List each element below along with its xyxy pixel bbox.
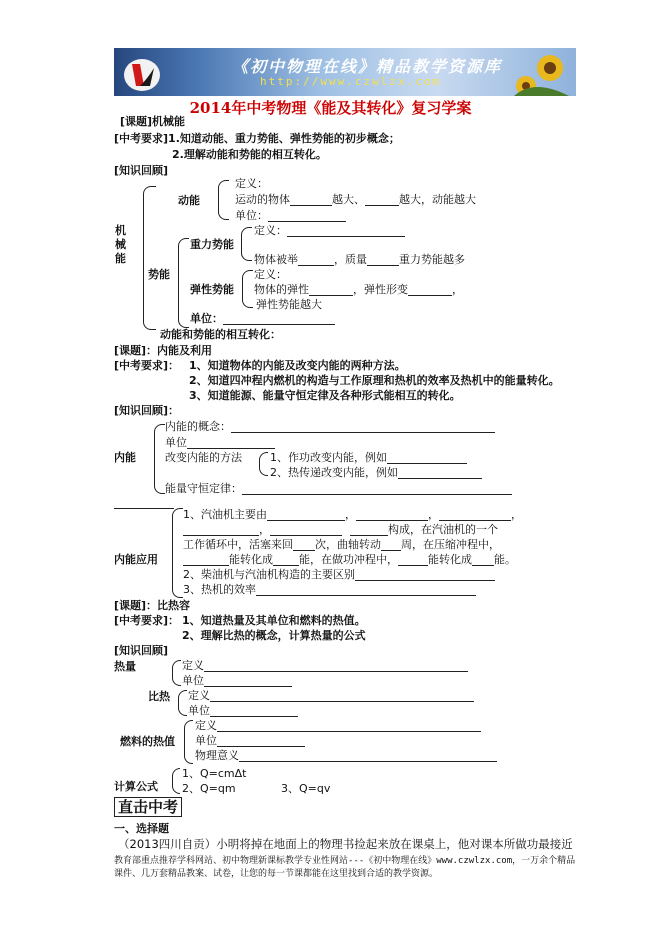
s3-heat-brace bbox=[172, 660, 181, 686]
s1-el-unit bbox=[190, 312, 335, 325]
s1-root-2: 械 bbox=[115, 238, 126, 251]
s2-divider bbox=[114, 508, 174, 509]
s2-req2: 2、知道四冲程内燃机的构造与工作原理和热机的效率及热机中的能量转化。 bbox=[189, 374, 560, 387]
s3-f1: 1、Q=cmΔt bbox=[182, 767, 247, 780]
s1-kinetic-brace bbox=[218, 180, 229, 220]
s3-fuel-brace bbox=[184, 720, 193, 764]
s3-fuel-meaning bbox=[195, 749, 497, 762]
s3-fuel-meaning-text: 物理意义 bbox=[195, 749, 239, 762]
s3-req2: 2、理解比热的概念，计算热量的公式 bbox=[182, 629, 366, 642]
s3-formula-brace bbox=[172, 768, 180, 794]
s2-a4d: 能转化成 bbox=[428, 553, 472, 566]
s1-kin-more2: 越大，动能越大 bbox=[399, 193, 476, 206]
s3-fuel-def bbox=[195, 719, 481, 732]
s2-a1 bbox=[183, 508, 522, 521]
s2-a1-text: 1、汽油机主要由 bbox=[183, 508, 267, 521]
s1-el-def: 定义： bbox=[254, 268, 287, 281]
s2-root: 内能 bbox=[114, 451, 136, 464]
s2-a1-sep2: ， bbox=[428, 508, 439, 521]
s2-a1-sep3: ， bbox=[511, 508, 522, 521]
s2-app-brace bbox=[172, 508, 183, 598]
s3-fuel-unit-text: 单位 bbox=[195, 734, 217, 747]
s3-heat-def-text: 定义 bbox=[182, 659, 204, 672]
s2-m1-text: 1、作功改变内能，例如 bbox=[270, 451, 387, 464]
s1-grav-mid: ，质量 bbox=[334, 253, 367, 266]
s1-kinetic: 动能 bbox=[178, 194, 200, 207]
section-heading-box: 直击中考 bbox=[114, 797, 182, 817]
s2-a3 bbox=[183, 538, 500, 551]
s3-specific-brace bbox=[178, 690, 187, 716]
s2-concept-text: 内能的概念： bbox=[165, 420, 231, 433]
s2-a5 bbox=[183, 568, 495, 581]
s1-gravity-brace bbox=[241, 227, 252, 261]
s1-el-line1b: ，弹性形变 bbox=[353, 283, 408, 296]
s3-specific: 比热 bbox=[148, 690, 170, 703]
s2-app-root: 内能应用 bbox=[114, 553, 158, 566]
footer-note: 教育部重点推荐学科网站、初中物理新课标教学专业性网站---《初中物理在线》www.czwlzx.com，一万余个精品课件、几万套精品教案、试卷，让您的每一节课都能在这里找到合适的教学资源。 bbox=[114, 856, 576, 879]
s1-grav-def-text: 定义： bbox=[254, 224, 287, 237]
s1-el-unit-text: 单位： bbox=[190, 312, 223, 325]
s1-kin-line-text: 运动的物体 bbox=[235, 193, 290, 206]
s1-convert: 动能和势能的相互转化： bbox=[160, 328, 281, 341]
s1-grav-line-text: 物体被举 bbox=[254, 253, 298, 266]
s3-formula: 计算公式 bbox=[114, 780, 158, 793]
s2-a1-sep1: ， bbox=[345, 508, 356, 521]
s1-gravity: 重力势能 bbox=[190, 238, 234, 251]
s3-f2: 2、Q=qm bbox=[182, 782, 236, 795]
s2-req3: 3、知道能源、能量守恒定律及各种形式能相互的转化。 bbox=[189, 389, 461, 402]
s1-req2: 2.理解动能和势能的相互转化。 bbox=[172, 148, 327, 161]
s2-root-brace bbox=[154, 424, 165, 494]
s2-unit bbox=[165, 436, 275, 449]
s1-kin-unit-text: 单位： bbox=[235, 209, 268, 222]
s1-root-brace bbox=[143, 186, 156, 330]
s1-root-1: 机 bbox=[115, 224, 126, 237]
s1-el-line1-text: 物体的弹性 bbox=[254, 283, 309, 296]
s1-topic: [课题]机械能 bbox=[120, 115, 186, 128]
s3-spec-def-text: 定义 bbox=[188, 689, 210, 702]
s1-potential-brace bbox=[178, 238, 189, 328]
s1-el-line2: 弹性势能越大 bbox=[256, 298, 322, 311]
s3-fuel-def-text: 定义 bbox=[195, 719, 217, 732]
banner-title: 《初中物理在线》精品教学资源库 bbox=[232, 57, 503, 76]
choice-heading: 一、选择题 bbox=[114, 822, 169, 835]
s2-m2 bbox=[270, 466, 482, 479]
s3-heat: 热量 bbox=[114, 660, 136, 673]
s2-a5-text: 2、柴油机与汽油机构造的主要区别 bbox=[183, 568, 355, 581]
s2-conservation-text: 能量守恒定律： bbox=[165, 482, 242, 495]
s1-review: [知识回顾] bbox=[114, 164, 169, 177]
s3-req-label: [中考要求]： bbox=[114, 614, 180, 627]
s2-a3-text: 工作循环中，活塞来回 bbox=[183, 538, 293, 551]
s2-req-label: [中考要求]： bbox=[114, 359, 180, 372]
s2-m1 bbox=[270, 451, 467, 464]
s2-methods: 改变内能的方法 bbox=[165, 451, 242, 464]
s2-a2-tail: 构成，在汽油机的一个 bbox=[388, 523, 498, 536]
s3-f3: 3、Q=qv bbox=[281, 782, 331, 795]
s1-el-line1 bbox=[254, 283, 463, 296]
question-1: （2013四川自贡）小明将掉在地面上的物理书捡起来放在课桌上，他对课本所做功最接近 bbox=[118, 837, 573, 851]
s2-conservation bbox=[165, 482, 512, 495]
s3-topic: [课题]：比热容 bbox=[114, 599, 191, 612]
s2-a6 bbox=[183, 583, 476, 596]
s2-a4b: 能转化成 bbox=[229, 553, 273, 566]
s3-heat-unit-text: 单位 bbox=[182, 674, 204, 687]
s3-review: [知识回顾] bbox=[114, 644, 169, 657]
s1-potential: 势能 bbox=[148, 268, 170, 281]
s1-elastic: 弹性势能 bbox=[190, 283, 234, 296]
s2-req1: 1、知道物体的内能及改变内能的两种方法。 bbox=[189, 359, 406, 372]
s1-kin-def: 定义： bbox=[235, 177, 268, 190]
s2-a3b: 次，曲轴转动 bbox=[315, 538, 381, 551]
s3-fuel-unit bbox=[195, 734, 305, 747]
s1-grav-line bbox=[254, 253, 465, 266]
s1-kin-line bbox=[235, 193, 476, 206]
s2-topic: [课题]：内能及利用 bbox=[114, 344, 213, 357]
document-title: 2014年中考物理《能及其转化》复习学案 bbox=[189, 99, 472, 117]
s1-root-3: 能 bbox=[115, 252, 126, 265]
s2-m2-text: 2、热传递改变内能，例如 bbox=[270, 466, 398, 479]
s3-spec-def bbox=[188, 689, 474, 702]
s2-a2 bbox=[183, 523, 498, 536]
s1-req1: [中考要求]1.知道动能、重力势能、弹性势能的初步概念； bbox=[114, 132, 400, 145]
s3-heat-def bbox=[182, 659, 468, 672]
s3-heat-unit bbox=[182, 674, 292, 687]
s1-el-line1c: ， bbox=[452, 283, 463, 296]
s1-kin-more1: 越大、 bbox=[332, 193, 365, 206]
s2-a3c: 周，在压缩冲程中， bbox=[401, 538, 500, 551]
s1-grav-end: 重力势能越多 bbox=[399, 253, 465, 266]
header-banner bbox=[114, 48, 576, 96]
s3-spec-unit bbox=[188, 704, 298, 717]
s3-spec-unit-text: 单位 bbox=[188, 704, 210, 717]
s2-unit-text: 单位 bbox=[165, 436, 187, 449]
banner-url: http://www.czwlzx.com bbox=[260, 75, 442, 88]
s3-req1: 1、知道热量及其单位和燃料的热值。 bbox=[182, 614, 366, 627]
s2-a4e: 能。 bbox=[494, 553, 516, 566]
s2-a6-text: 3、热机的效率 bbox=[183, 583, 256, 596]
s2-a2-sep: ， bbox=[259, 523, 270, 536]
s1-kin-unit bbox=[235, 209, 346, 222]
s1-grav-def bbox=[254, 224, 405, 237]
s3-fuel: 燃料的热值 bbox=[120, 735, 175, 748]
s2-a4 bbox=[183, 553, 516, 566]
s2-concept bbox=[165, 420, 495, 433]
s2-a4c: 能，在做功冲程中， bbox=[299, 553, 398, 566]
s2-methods-brace bbox=[259, 452, 268, 476]
s1-elastic-brace bbox=[242, 270, 253, 308]
s2-review: [知识回顾]： bbox=[114, 404, 180, 417]
